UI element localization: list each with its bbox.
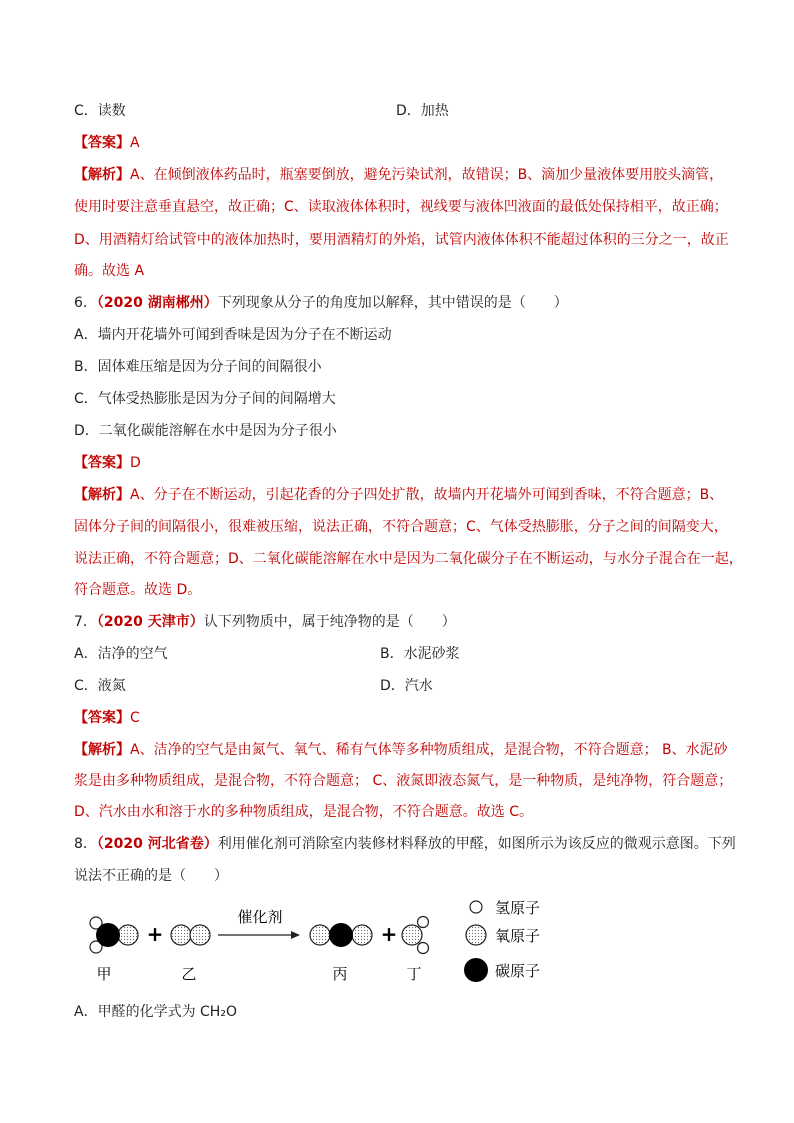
- analysis-tag: 【解析】: [74, 487, 130, 503]
- q8-stem-line-2: 说法不正确的是（ ）: [74, 868, 228, 884]
- q5-answer: [74, 133, 140, 153]
- question-number: 8．: [74, 836, 97, 852]
- q6-stem: [74, 293, 568, 313]
- oxygen-atom-icon: [466, 925, 486, 945]
- q6-analysis-line-1: [74, 485, 724, 505]
- q7-analysis-line-3: D、汽水由水和溶于水的多种物质组成，是混合物，不符合题意。故选 C。: [74, 804, 534, 820]
- q8-option-a: A．甲醛的化学式为 CH₂O: [74, 1004, 237, 1020]
- answer-tag: 【答案】: [74, 135, 130, 151]
- q6-analysis-line-4: 符合题意。故选 D。: [74, 582, 202, 598]
- q6-analysis-line-2: 固体分子间的间隔很小，很难被压缩，说法正确，不符合题意；C、气体受热膨胀，分子之间的间隔变大，: [74, 519, 728, 535]
- label-yi: 乙: [181, 965, 197, 983]
- answer-value: C: [130, 710, 140, 726]
- q5-option-c: C．读数: [74, 103, 126, 119]
- q5-analysis-line-1: [74, 165, 724, 185]
- legend-carbon: 碳原子: [495, 962, 541, 980]
- analysis-tag: 【解析】: [74, 742, 130, 758]
- q6-analysis-line-3: 说法正确，不符合题意；D、二氧化碳能溶解在水中是因为二氧化碳分子在不断运动，与水分子混合在一起，: [74, 551, 743, 567]
- catalyst-label: 催化剂: [237, 908, 283, 926]
- q7-option-d: D．汽水: [380, 678, 433, 694]
- q8-stem-line-1: [74, 834, 736, 854]
- q6-option-c: C．气体受热膨胀是因为分子间的间隔增大: [74, 391, 336, 407]
- plus-sign-1: +: [146, 922, 164, 946]
- legend-oxygen: 氧原子: [495, 927, 541, 945]
- question-text: 利用催化剂可消除室内装修材料释放的甲醛，如图所示为该反应的微观示意图。下列: [217, 836, 736, 852]
- q5-analysis-line-4: 确。故选 A: [74, 263, 145, 279]
- arrow-head-icon: [291, 931, 300, 939]
- analysis-text: A、洁净的空气是由氮气、氧气、稀有气体等多种物质组成，是混合物，不符合题意； B、水泥砂: [130, 742, 728, 758]
- q6-option-d: D．二氧化碳能溶解在水中是因为分子很小: [74, 423, 337, 439]
- hydrogen-atom-icon: [470, 901, 482, 913]
- q7-stem: [74, 612, 456, 632]
- question-source: （2020 天津市）: [96, 614, 204, 630]
- legend-hydrogen: 氢原子: [495, 899, 541, 917]
- q6-option-a: A．墙内开花墙外可闻到香味是因为分子在不断运动: [74, 327, 392, 343]
- q7-answer: [74, 708, 140, 728]
- q5-analysis-line-2: 使用时要注意垂直悬空，故正确；C、读取液体体积时，视线要与液体凹液面的最低处保持相平，故正确；: [74, 199, 728, 215]
- answer-tag: 【答案】: [74, 710, 130, 726]
- carbon-atom-icon: [464, 958, 488, 982]
- analysis-text: A、分子在不断运动，引起花香的分子四处扩散，故墙内开花墙外可闻到香味，不符合题意；B、: [130, 487, 724, 503]
- answer-value: D: [130, 455, 141, 471]
- molecule-jia: [90, 917, 138, 953]
- q5-option-d: D．加热: [396, 103, 449, 119]
- molecule-yi: [171, 925, 210, 945]
- label-jia: 甲: [96, 965, 112, 983]
- question-source: （2020 湖南郴州）: [96, 295, 218, 311]
- label-ding: 丁: [406, 965, 422, 983]
- question-source: （2020 河北省卷）: [96, 836, 218, 852]
- question-text: 下列现象从分子的角度加以解释，其中错误的是（ ）: [217, 295, 568, 311]
- q7-option-b: B．水泥砂浆: [380, 646, 460, 662]
- question-number: 7．: [74, 614, 97, 630]
- analysis-tag: 【解析】: [74, 167, 130, 183]
- q7-option-c: C．液氮: [74, 678, 126, 694]
- analysis-text: A、在倾倒液体药品时，瓶塞要倒放，避免污染试剂，故错误；B、滴加少量液体要用胶头滴管，: [130, 167, 724, 183]
- q7-option-a: A．洁净的空气: [74, 646, 168, 662]
- q7-analysis-line-2: 浆是由多种物质组成，是混合物，不符合题意； C、液氮即液态氮气，是一种物质，是纯净物，符合题意；: [74, 773, 733, 789]
- molecule-ding: [402, 917, 429, 954]
- legend: [464, 899, 540, 982]
- question-number: 6．: [74, 295, 97, 311]
- question-text: 认下列物质中，属于纯净物的是（ ）: [203, 614, 456, 630]
- molecule-bing: [310, 923, 372, 947]
- q6-option-b: B．固体难压缩是因为分子间的间隔很小: [74, 359, 322, 375]
- q6-answer: [74, 453, 141, 473]
- q7-analysis-line-1: [74, 740, 728, 760]
- answer-value: A: [130, 135, 140, 151]
- plus-sign-2: +: [380, 922, 398, 946]
- reaction-diagram: [0, 893, 794, 1003]
- answer-tag: 【答案】: [74, 455, 130, 471]
- label-bing: 丙: [332, 965, 348, 983]
- q5-analysis-line-3: D、用酒精灯给试管中的液体加热时，要用酒精灯的外焰，试管内液体体积不能超过体积的三分之一，故正: [74, 232, 729, 248]
